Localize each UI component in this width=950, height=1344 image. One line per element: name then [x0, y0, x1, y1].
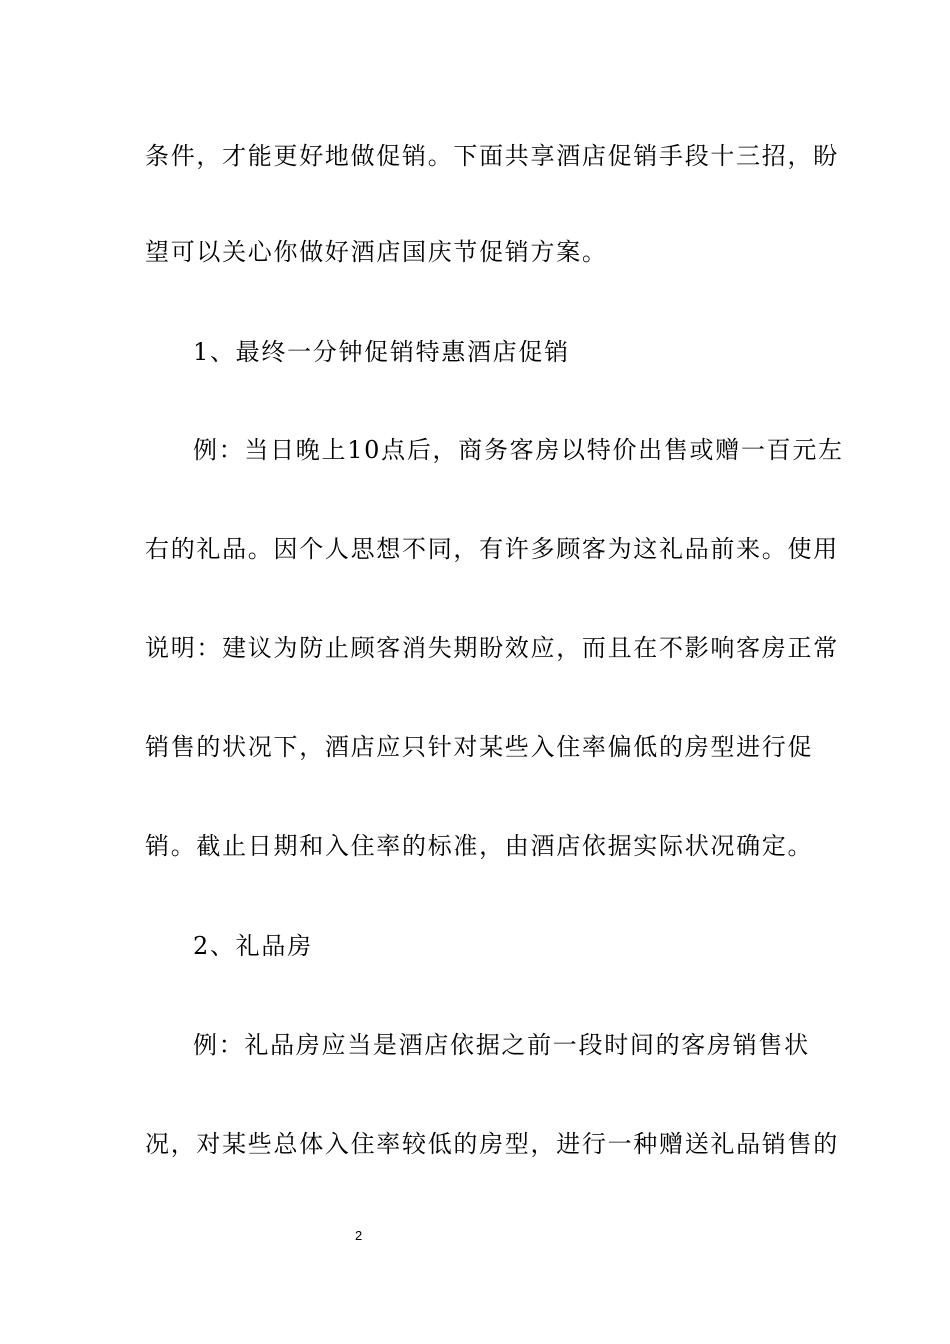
- paragraph-line: 况，对某些总体入住率较低的房型，进行一种赠送礼品销售的: [145, 1130, 839, 1158]
- paragraph-line: 例：礼品房应当是酒店依据之前一段时间的客房销售状: [193, 1031, 810, 1059]
- paragraph-line: 右的礼品。因个人思想不同，有许多顾客为这礼品前来。使用: [145, 535, 839, 563]
- paragraph-line: 销。截止日期和入住率的标准，由酒店依据实际状况确定。: [145, 832, 814, 860]
- paragraph-line: 销售的状况下，酒店应只针对某些入住率偏低的房型进行促: [145, 733, 814, 761]
- paragraph-line: 望可以关心你做好酒店国庆节促销方案。: [145, 238, 608, 266]
- section-heading-1: 1、最终一分钟促销特惠酒店促销: [193, 338, 570, 366]
- paragraph-line: 说明：建议为防止顾客消失期盼效应，而且在不影响客房正常: [145, 634, 839, 662]
- page-number: 2: [355, 1228, 363, 1243]
- section-heading-2: 2、礼品房: [193, 932, 313, 960]
- paragraph-line: 例：当日晚上10点后，商务客房以特价出售或赠一百元左: [193, 436, 844, 464]
- paragraph-line: 条件，才能更好地做促销。下面共享酒店促销手段十三招，盼: [145, 142, 839, 170]
